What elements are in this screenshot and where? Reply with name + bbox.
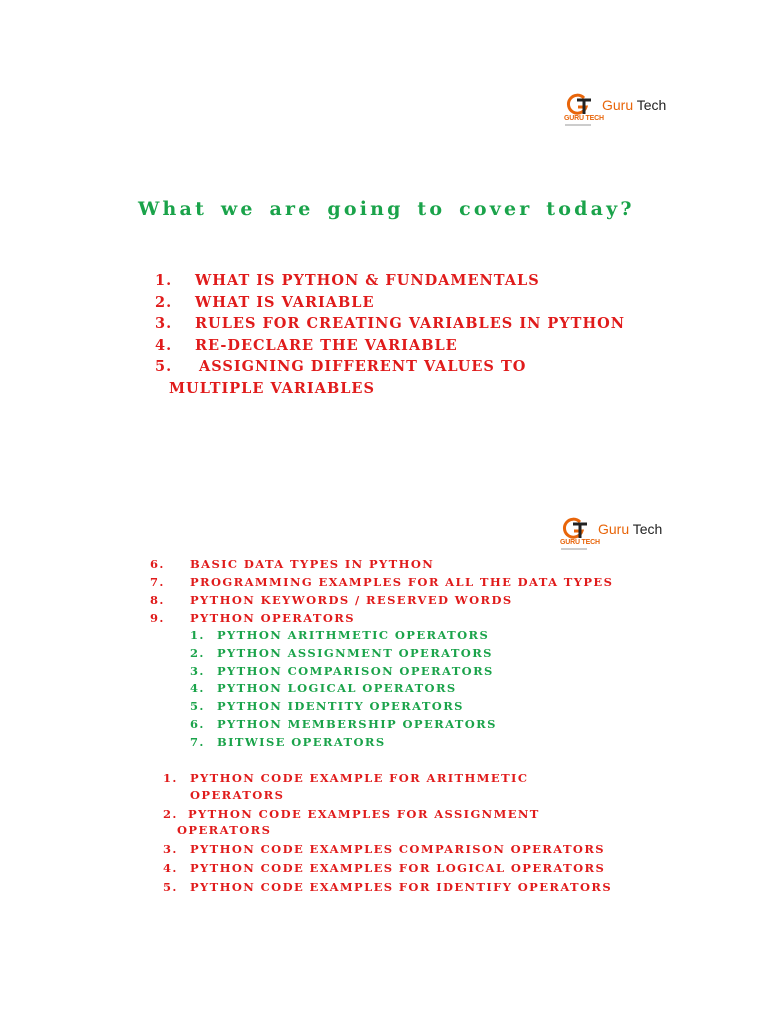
item-text-continued: OPERATORS <box>190 787 285 802</box>
list-item <box>150 591 613 609</box>
logo-tech: Tech <box>632 521 663 537</box>
item-number: 5. <box>163 880 178 894</box>
item-text: WHAT IS PYTHON & FUNDAMENTALS <box>195 272 540 289</box>
list-item <box>190 645 497 663</box>
list-item <box>155 335 625 357</box>
list-item <box>163 770 612 803</box>
topics-list-part-2 <box>150 555 613 627</box>
item-number: 3. <box>155 315 173 332</box>
list-item <box>155 270 625 292</box>
item-number: 3. <box>163 842 178 856</box>
item-number: 7. <box>150 575 165 589</box>
list-item <box>190 716 497 734</box>
list-item <box>155 313 625 335</box>
guru-tech-logo-icon <box>564 92 604 132</box>
item-text: PYTHON LOGICAL OPERATORS <box>217 681 457 696</box>
list-item <box>190 627 497 645</box>
list-item <box>150 555 613 573</box>
item-number: 5. <box>155 358 173 375</box>
item-text: PYTHON COMPARISON OPERATORS <box>217 663 494 678</box>
logo-tagline <box>561 548 587 550</box>
list-item <box>163 806 612 839</box>
item-number: 2. <box>190 645 205 660</box>
operators-sublist <box>190 627 497 752</box>
item-text: PYTHON CODE EXAMPLE FOR ARITHMETIC <box>190 771 529 785</box>
list-item <box>150 573 613 591</box>
guru-tech-logo <box>564 92 666 132</box>
item-number: 6. <box>190 716 205 731</box>
item-text: WHAT IS VARIABLE <box>195 293 375 311</box>
list-item <box>190 663 497 681</box>
logo-abbr: GURU TECH <box>564 115 604 122</box>
item-text-continued: MULTIPLE VARIABLES <box>169 379 375 397</box>
item-text: PYTHON ARITHMETIC OPERATORS <box>217 628 490 642</box>
guru-tech-logo <box>560 516 662 556</box>
list-item <box>155 356 625 399</box>
item-number: 9. <box>150 611 165 625</box>
item-text: PYTHON CODE EXAMPLES COMPARISON OPERATORS <box>190 842 605 856</box>
item-text: PYTHON CODE EXAMPLES FOR IDENTIFY OPERATORS <box>190 880 613 894</box>
list-item <box>150 609 613 627</box>
item-text: PYTHON OPERATORS <box>190 611 355 625</box>
item-text: PROGRAMMING EXAMPLES FOR ALL THE DATA TYPES <box>190 575 614 589</box>
item-text: PYTHON ASSIGNMENT OPERATORS <box>217 645 493 660</box>
item-number: 8. <box>150 593 165 607</box>
item-text: BASIC DATA TYPES IN PYTHON <box>190 557 435 571</box>
item-number: 4. <box>163 861 178 875</box>
item-text: BITWISE OPERATORS <box>217 734 386 749</box>
logo-tech: Tech <box>636 97 667 113</box>
item-text-continued: OPERATORS <box>177 823 272 837</box>
list-item <box>190 680 497 698</box>
logo-wordmark <box>598 521 662 537</box>
topics-list-part-1 <box>155 270 625 399</box>
item-number: 2. <box>163 806 178 821</box>
item-text: PYTHON CODE EXAMPLES FOR ASSIGNMENT <box>188 806 540 821</box>
logo-guru: Guru <box>602 97 634 113</box>
item-number: 2. <box>155 293 173 311</box>
item-text: PYTHON MEMBERSHIP OPERATORS <box>217 716 497 731</box>
list-item <box>155 292 625 314</box>
list-item <box>163 879 612 896</box>
logo-abbr: GURU TECH <box>560 539 600 546</box>
item-number: 1. <box>155 272 173 289</box>
item-text: PYTHON KEYWORDS / RESERVED WORDS <box>190 593 513 607</box>
list-item <box>190 734 497 752</box>
item-number: 5. <box>190 699 205 714</box>
code-examples-list <box>163 770 612 898</box>
item-number: 6. <box>150 557 165 571</box>
item-number: 7. <box>190 734 205 749</box>
item-text: PYTHON IDENTITY OPERATORS <box>217 699 464 714</box>
item-number: 3. <box>190 663 205 678</box>
logo-tagline <box>565 124 591 126</box>
item-number: 4. <box>155 336 173 354</box>
logo-wordmark <box>602 97 666 113</box>
item-text: RULES FOR CREATING VARIABLES IN PYTHON <box>195 315 626 332</box>
item-number: 4. <box>190 681 205 696</box>
item-number: 1. <box>190 628 205 642</box>
item-text: ASSIGNING DIFFERENT VALUES TO <box>199 358 527 375</box>
list-item <box>163 841 612 858</box>
logo-guru: Guru <box>598 521 630 537</box>
list-item <box>163 860 612 877</box>
guru-tech-logo-icon <box>560 516 600 556</box>
item-text: RE-DECLARE THE VARIABLE <box>195 336 458 354</box>
item-number: 1. <box>163 771 178 785</box>
page-title: What we are going to cover today? <box>138 198 635 220</box>
item-text: PYTHON CODE EXAMPLES FOR LOGICAL OPERATORS <box>190 861 606 875</box>
list-item <box>190 698 497 716</box>
